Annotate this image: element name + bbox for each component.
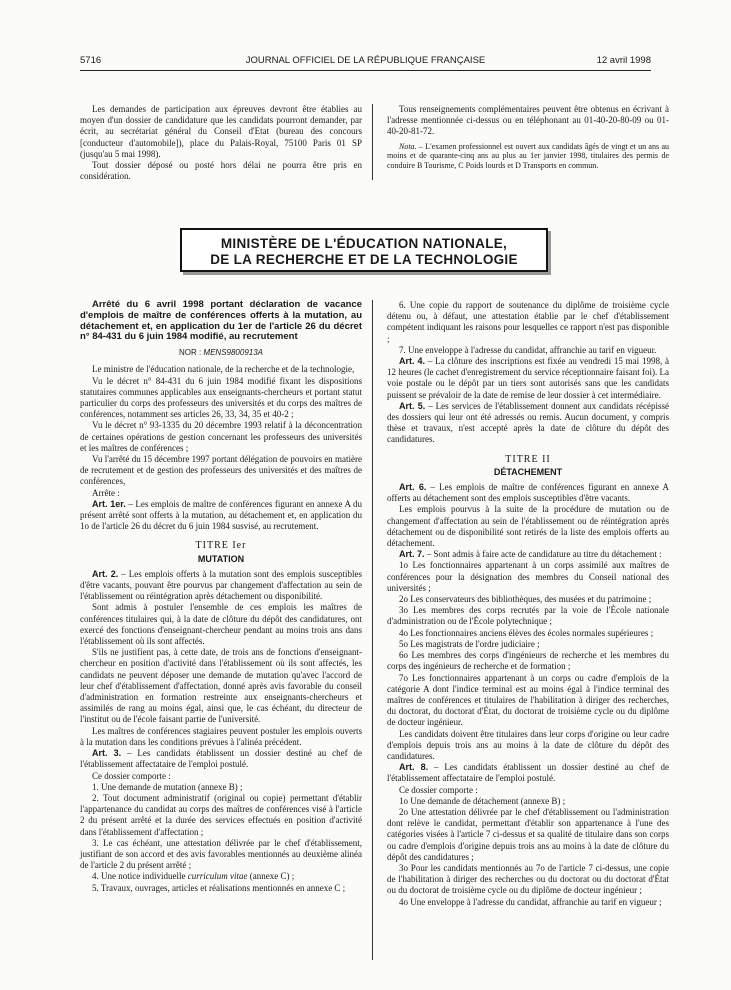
- article-3: [80, 748, 362, 770]
- list-item: 1o Une demande de détachement (annexe B) ;: [399, 795, 566, 806]
- article-label: Art. 6.: [399, 482, 427, 493]
- nor-label: NOR :: [178, 348, 204, 358]
- article-7: [387, 549, 669, 560]
- list-item: 4o Les fonctionnaires anciens élèves des écoles normales supérieures ;: [399, 627, 654, 638]
- publication-date: 12 avril 1998: [596, 55, 651, 66]
- paragraph: S'ils ne justifient pas, à cette date, de trois ans de fonctions d'enseignant-chercheur en position d'activité dans l'établissement où ils sont affectés, les candidats ne peuvent déposer une demande de mutation qu'avec l'accord de leur chef d'établissement d'affectation, donné après avis favorable du conseil d'administration en formation restreinte aux enseignants-chercheurs et assimilés de rang au moins égal, ainsi que, le cas échéant, du directeur de l'institut ou de l'école faisant partie de l'université.: [80, 647, 362, 725]
- paragraph: Ce dossier comporte :: [399, 784, 478, 795]
- article-text: – La clôture des inscriptions est fixée au vendredi 15 mai 1998, à 12 heures (le cachet d'enregistrement du service réceptionnaire faisant foi). La voie postale ou le dépôt par un tiers sont autorisés sans que les candidats puissent se prévaloir de la date de remise de leur dossier à cet intermédiaire.: [387, 356, 669, 400]
- list-item: 1. Une demande de mutation (annexe B) ;: [92, 781, 243, 792]
- nor-reference: [80, 347, 362, 358]
- article-text: – Les emplois offerts à la mutation sont des emplois susceptibles d'être vacants, pouvant être pourvus par changement d'affectation au sein de l'établissement ou réintégration après détachement ou disponibilité.: [80, 568, 363, 602]
- list-item: 2o Une attestation délivrée par le chef d'établissement ou l'administration dont relève le candidat, permettant d'établir son appartenance à l'une des catégories visées à l'article 7 ci-dessus et sa qualité de titulaire dans son corps ou cadre d'emplois d'origine depuis trois ans au moins à la date de clôture du dépôt des candidatures ;: [387, 806, 669, 862]
- article-2: [80, 569, 362, 603]
- list-item: 4o Une enveloppe à l'adresse du candidat, affranchie au tarif en vigueur ;: [399, 896, 662, 907]
- paragraph: Les maîtres de conférences stagiaires peuvent postuler les emplois ouverts à la mutation dans les conditions prévues à l'alinéa précédent.: [80, 725, 362, 747]
- list-item: 1o Les fonctionnaires appartenant à un corps assimilé aux maîtres de conférences pour la désignation des membres du Conseil national des universités ;: [387, 560, 669, 593]
- list-item: 2. Tout document administratif (original ou copie) permettant d'établir l'appartenance du candidat au corps des maîtres de conférences visé à l'article 2 du présent arrêté et la durée des services effectués en position d'activité dans l'établissement d'affectation ;: [80, 792, 362, 837]
- journal-title: JOURNAL OFFICIEL DE LA RÉPUBLIQUE FRANÇAISE: [245, 55, 486, 66]
- list-item: 6o Les membres des corps d'ingénieurs de recherche et les membres du corps des ingénieurs de recherche et de formation ;: [387, 650, 669, 672]
- article-label: Art. 2.: [92, 568, 119, 579]
- article-text: – Les emplois de maître de conférences figurant en annexe A offerts au détachement sont des emplois susceptibles d'être vacants.: [387, 482, 669, 504]
- list-item: 7o Les fonctionnaires appartenant à un corps ou cadre d'emplois de la catégorie A dont l'indice terminal est au moins égal à l'indice terminal des maîtres de conférences et titulaires de l'habilitation à diriger des recherches, du doctorat, du doctorat d'État, du doctorat de troisième cycle ou du diplôme de docteur ingénieur.: [387, 672, 669, 728]
- article-1: [80, 499, 362, 533]
- top-right-column: [387, 104, 669, 170]
- paragraph: Vu le décret n° 93-1335 du 20 décembre 1993 relatif à la déconcentration de certaines opérations de gestion concernant les professeurs des universités et les maîtres de conférences ;: [80, 420, 362, 453]
- article-text: – Les emplois de maître de conférences figurant en annexe A du présent arrêté sont offerts à la mutation, au détachement et, en application du 1o de l'article 26 du décret du 6 juin 1984 susvisé, au recrutement.: [80, 498, 362, 532]
- top-left-column: [80, 104, 362, 182]
- list-item: 3. Le cas échéant, une attestation délivrée par le chef d'établissement, justifiant de son accord et des avis favorables mentionnés au deuxième alinéa de l'article 2 du présent arrêté ;: [80, 837, 362, 871]
- article-6: [387, 482, 669, 504]
- titre-heading: TITRE II: [505, 453, 551, 465]
- list-item: 7. Une enveloppe à l'adresse du candidat, affranchie au tarif en vigueur.: [399, 344, 657, 355]
- list-text: (annexe C) ;: [247, 871, 295, 882]
- list-item: 6. Une copie du rapport de soutenance du diplôme de troisième cycle détenu ou, à défaut, une attestation établie par le chef d'établissement compétent indiquant les raisons pour lesquelles ce rapport n'est pas disponible ;: [387, 300, 669, 344]
- titre-subheading: MUTATION: [197, 553, 245, 564]
- ministry-line-1: MINISTÈRE DE L'ÉDUCATION NATIONALE,: [220, 236, 508, 251]
- column-divider: [372, 300, 373, 960]
- arrete-title: Arrêté du 6 avril 1998 portant déclaration de vacance d'emplois de maître de conférences offerts à la mutation, au détachement et, en application du 1er de l'article 26 du décret n° 84-431 du 6 juin 1984 modifié, au recrutement: [80, 299, 362, 343]
- left-column: [80, 300, 362, 894]
- paragraph: Les emplois pourvus à la suite de la procédure de mutation ou de changement d'affectation au sein de l'établissement ou de réintégration après détachement ou de disponibilité sont retirés de la liste des emplois offerts au détachement.: [387, 504, 669, 549]
- article-label: Art. 5.: [399, 400, 426, 411]
- list-item: 3o Pour les candidats mentionnés au 7o de l'article 7 ci-dessus, une copie de l'habilitation à diriger des recherches ou du doctorat ou du doctorat d'État ou du doctorat de troisième cycle ou du diplôme de docteur ingénieur ;: [387, 862, 669, 896]
- article-label: Art. 7.: [399, 549, 425, 560]
- paragraph: Arrête :: [92, 487, 120, 498]
- nota-paragraph: [387, 142, 669, 171]
- titre-subheading: DÉTACHEMENT: [493, 466, 563, 477]
- article-label: Art. 8.: [399, 762, 429, 773]
- article-text: – Les services de l'établissement donnent aux candidats récépissé des dossiers qui leur ont été adressés ou remis. Aucun document, y compris thèse et travaux, n'est accepté après la date de clôture du dépôt des candidatures.: [387, 400, 669, 445]
- article-label: Art. 3.: [92, 748, 122, 759]
- titre-heading: TITRE Ier: [195, 540, 247, 552]
- list-item: 5. Travaux, ouvrages, articles et réalisations mentionnés en annexe C ;: [92, 882, 346, 893]
- article-text: – Sont admis à faire acte de candidature au titre du détachement :: [424, 549, 662, 560]
- page-header: [80, 55, 651, 69]
- list-item: 2o Les conservateurs des bibliothèques, des musées et du patrimoine ;: [399, 594, 652, 605]
- article-8: [387, 762, 669, 784]
- paragraph: Les demandes de participation aux épreuves devront être établies au moyen d'un dossier de candidature que les candidats pourront demander, par écrit, au secrétariat général du Conseil d'Etat (bureau des concours [conducteur d'automobile]), place du Palais-Royal, 75100 Paris 01 SP (jusqu'au 5 mai 1998).: [80, 104, 362, 159]
- article-4: [387, 356, 669, 401]
- list-item: 3o Les membres des corps recrutés par la voie de l'École nationale d'administration ou de l'École polytechnique ;: [387, 605, 669, 627]
- article-5: [387, 401, 669, 446]
- list-item: 5o Les magistrats de l'ordre judiciaire ;: [399, 638, 540, 649]
- article-text: – Les candidats établissent un dossier destiné au chef de l'établissement affectataire de l'emploi postulé.: [387, 762, 669, 784]
- paragraph: Tout dossier déposé ou posté hors délai ne pourra être pris en considération.: [80, 160, 362, 182]
- nota-label: Nota.: [399, 141, 417, 151]
- article-label: Art. 1er.: [92, 498, 126, 509]
- paragraph: Vu le décret n° 84-431 du 6 juin 1984 modifié fixant les dispositions statutaires communes applicables aux enseignants-chercheurs et portant statut particulier du corps des professeurs des universités et du corps des maîtres de conférences, notamment ses articles 26, 33, 34, 35 et 40-2 ;: [80, 375, 362, 420]
- paragraph: Les candidats doivent être titulaires dans leur corps d'origine ou leur cadre d'emplois depuis trois ans au moins à la date de clôture du dépôt des candidatures.: [387, 728, 669, 761]
- right-column: [387, 300, 669, 908]
- column-divider: [372, 104, 373, 180]
- paragraph: Vu l'arrêté du 15 décembre 1997 portant délégation de pouvoirs en matière de recrutement et de gestion des professeurs des universités et des maîtres de conférences,: [80, 454, 362, 487]
- list-text: 4. Une notice individuelle: [92, 871, 188, 882]
- page-number: 5716: [80, 55, 102, 66]
- list-italic: curriculum vitae: [187, 871, 248, 882]
- paragraph: Sont admis à postuler l'ensemble de ces emplois les maîtres de conférences titulaires qui, à la date de clôture du dépôt des candidatures, ont exercé des fonctions d'enseignant-chercheur pendant au moins trois ans dans l'établissement où ils sont affectés.: [80, 602, 362, 647]
- ministry-line-2: DE LA RECHERCHE ET DE LA TECHNOLOGIE: [210, 252, 518, 267]
- paragraph: Le ministre de l'éducation nationale, de la recherche et de la technologie,: [92, 364, 355, 375]
- paragraph: Ce dossier comporte :: [92, 770, 171, 781]
- nor-code: MENS9800913A: [203, 348, 264, 358]
- header-rule: [80, 70, 651, 71]
- paragraph: Tous renseignements complémentaires peuvent être obtenus en écrivant à l'adresse mentionnée ci-dessus ou en téléphonant au 01-40-20-80-09 ou 01-40-20-81-72.: [387, 104, 669, 137]
- nota-text: – L'examen professionnel est ouvert aux candidats âgés de vingt et un ans au moins et de quarante-cinq ans au plus au 1er janvier 1998, titulaires des permis de conduire B Tourisme, C Poids lourds et D Transports en commun.: [387, 141, 669, 170]
- article-label: Art. 4.: [399, 356, 426, 367]
- article-text: – Les candidats établissent un dossier destiné au chef de l'établissement affectataire de l'emploi postulé.: [80, 748, 362, 770]
- ministry-heading-box: [180, 228, 548, 272]
- list-item: [80, 871, 362, 882]
